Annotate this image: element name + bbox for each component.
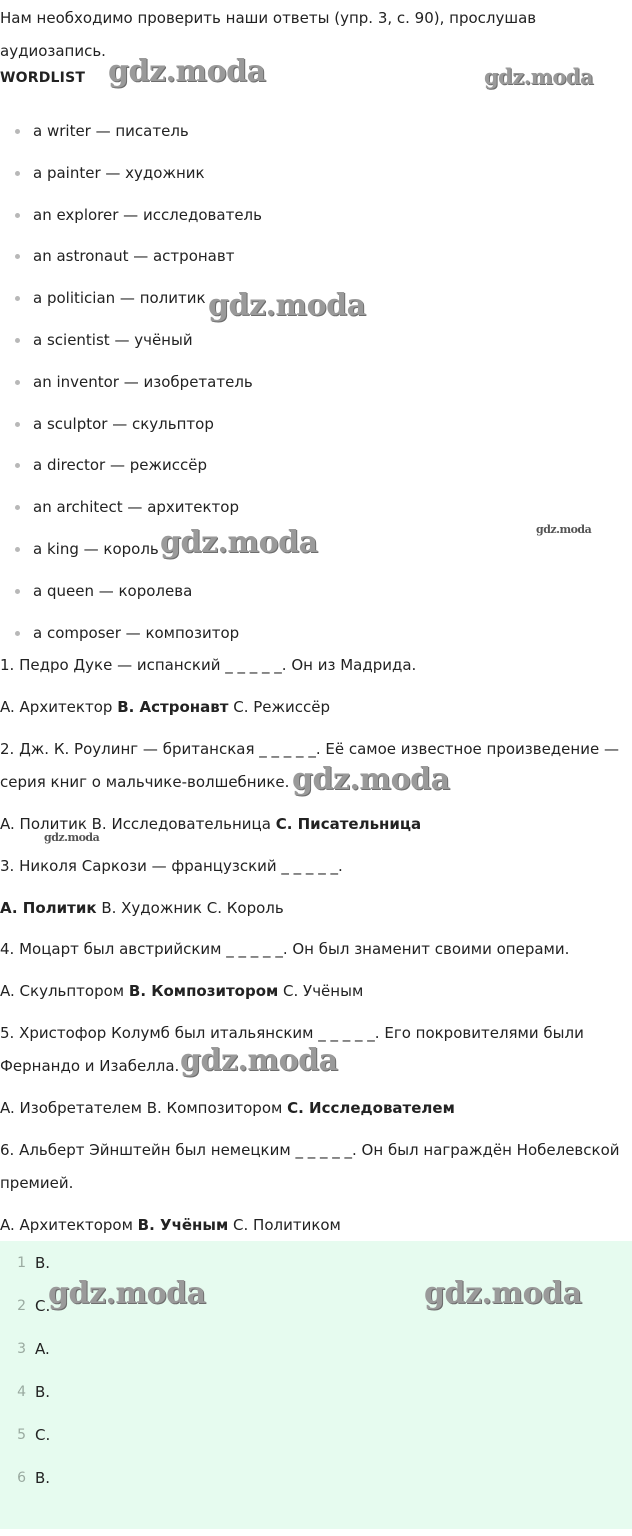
wordlist-item-text: a king — король bbox=[33, 539, 159, 558]
bullet-icon bbox=[15, 254, 20, 259]
correct-option: C. Исследователем bbox=[287, 1099, 455, 1117]
wordlist-item-text: an astronaut — астронавт bbox=[33, 247, 235, 266]
bullet-icon bbox=[15, 463, 20, 468]
correct-option: B. Астронавт bbox=[117, 698, 229, 716]
wordlist-item bbox=[0, 110, 632, 152]
answer-number: 2 bbox=[17, 1298, 26, 1314]
wordlist-item-text: an architect — архитектор bbox=[33, 498, 239, 517]
answer-value: B. bbox=[35, 1254, 51, 1272]
watermark-logo: gdz.moda bbox=[48, 1276, 206, 1311]
wordlist-item-text: a composer — композитор bbox=[33, 623, 240, 642]
answer-value: C. bbox=[35, 1426, 51, 1444]
question-text: 5. Христофор Колумб был итальянским _ _ _ _ _. Его покровителями были Фернандо и Изабелла. bbox=[0, 1024, 584, 1075]
bullet-icon bbox=[15, 631, 20, 636]
wordlist-item bbox=[0, 403, 632, 445]
bullet-icon bbox=[15, 296, 20, 301]
answer-row bbox=[0, 1327, 632, 1371]
wordlist-item-text: an explorer — исследователь bbox=[33, 205, 262, 224]
question-options bbox=[0, 975, 628, 1008]
question-text: 4. Моцарт был австрийским _ _ _ _ _. Он был знаменит своими операми. bbox=[0, 940, 570, 958]
answer-row bbox=[0, 1370, 632, 1414]
wordlist-item bbox=[0, 486, 632, 528]
answer-value: C. bbox=[35, 1297, 51, 1315]
watermark-logo: gdz.moda bbox=[292, 762, 450, 797]
wordlist-item bbox=[0, 319, 632, 361]
bullet-icon bbox=[15, 547, 20, 552]
bullet-icon bbox=[15, 505, 20, 510]
option: B. Художник C. Король bbox=[96, 899, 284, 917]
wordlist-item-text: a director — режиссёр bbox=[33, 456, 207, 475]
answer-number: 4 bbox=[17, 1384, 26, 1400]
question-text: 6. Альберт Эйнштейн был немецким _ _ _ _ _. Он был награждён Нобелевской премией. bbox=[0, 1141, 620, 1192]
wordlist-item-text: a painter — художник bbox=[33, 163, 205, 182]
question-options bbox=[0, 1209, 628, 1242]
answer-value: B. bbox=[35, 1383, 51, 1401]
watermark-logo: gdz.moda bbox=[180, 1043, 338, 1078]
intro-paragraph: Нам необходимо проверить наши ответы (упр. 3, с. 90), прослушав аудиозапись. bbox=[0, 9, 537, 60]
question-text: 2. Дж. К. Роулинг — британская _ _ _ _ _. Её самое известное произведение — серия книг о мальчике-волшебнике. bbox=[0, 740, 619, 791]
correct-option: C. Писательница bbox=[275, 815, 422, 833]
watermark-logo: gdz.moda bbox=[484, 64, 594, 89]
option: A. Изобретателем B. Композитором bbox=[0, 1099, 288, 1117]
bullet-icon bbox=[15, 171, 20, 176]
bullet-icon bbox=[15, 422, 20, 427]
answer-number: 5 bbox=[17, 1427, 26, 1443]
answer-row bbox=[0, 1413, 632, 1457]
watermark-logo: gdz.moda bbox=[208, 288, 366, 323]
wordlist-item bbox=[0, 444, 632, 486]
wordlist-item bbox=[0, 361, 632, 403]
option: A. Скульптором bbox=[0, 982, 129, 1000]
question-text: 3. Николя Саркози — французский _ _ _ _ _. bbox=[0, 857, 343, 875]
bullet-icon bbox=[15, 213, 20, 218]
correct-option: B. Учёным bbox=[137, 1216, 229, 1234]
wordlist-item bbox=[0, 152, 632, 194]
wordlist-item bbox=[0, 570, 632, 612]
wordlist-item-text: a sculptor — скульптор bbox=[33, 414, 214, 433]
answer-number: 1 bbox=[17, 1255, 26, 1271]
question-text: 1. Педро Дуке — испанский _ _ _ _ _. Он из Мадрида. bbox=[0, 656, 417, 674]
question-options bbox=[0, 691, 628, 724]
option: A. Архитектор bbox=[0, 698, 118, 716]
answer-number: 6 bbox=[17, 1470, 26, 1486]
question-options bbox=[0, 1092, 628, 1125]
question-options bbox=[0, 892, 628, 925]
option: C. Учёным bbox=[278, 982, 364, 1000]
wordlist-item bbox=[0, 194, 632, 236]
wordlist-item-text: an inventor — изобретатель bbox=[33, 372, 253, 391]
wordlist-item bbox=[0, 612, 632, 654]
watermark-logo: gdz.moda bbox=[108, 54, 266, 89]
watermark-logo: gdz.moda bbox=[160, 525, 318, 560]
answer-row bbox=[0, 1456, 632, 1500]
answer-number: 3 bbox=[17, 1341, 26, 1357]
bullet-icon bbox=[15, 380, 20, 385]
wordlist-item-text: a writer — писатель bbox=[33, 122, 189, 140]
wordlist-item-text: a politician — политик bbox=[33, 289, 206, 308]
wordlist-item bbox=[0, 235, 632, 277]
watermark-logo: gdz.moda bbox=[424, 1276, 582, 1311]
wordlist-item-text: a scientist — учёный bbox=[33, 330, 193, 349]
option: C. Политиком bbox=[228, 1216, 341, 1234]
answer-value: A. bbox=[35, 1340, 50, 1358]
wordlist-heading: WORDLIST bbox=[0, 70, 86, 86]
wordlist bbox=[0, 110, 632, 653]
option: A. Архитектором bbox=[0, 1216, 138, 1234]
bullet-icon bbox=[15, 338, 20, 343]
wordlist-item-text: a queen — королева bbox=[33, 581, 193, 600]
bullet-icon bbox=[15, 129, 20, 134]
bullet-icon bbox=[15, 589, 20, 594]
option: A. Политик B. Исследовательница bbox=[0, 815, 276, 833]
watermark-logo: gdz.moda bbox=[44, 831, 100, 844]
answer-value: B. bbox=[35, 1469, 51, 1487]
option: C. Режиссёр bbox=[228, 698, 331, 716]
watermark-logo: gdz.moda bbox=[536, 523, 592, 536]
correct-option: B. Композитором bbox=[128, 982, 279, 1000]
correct-option: A. Политик bbox=[0, 899, 97, 917]
